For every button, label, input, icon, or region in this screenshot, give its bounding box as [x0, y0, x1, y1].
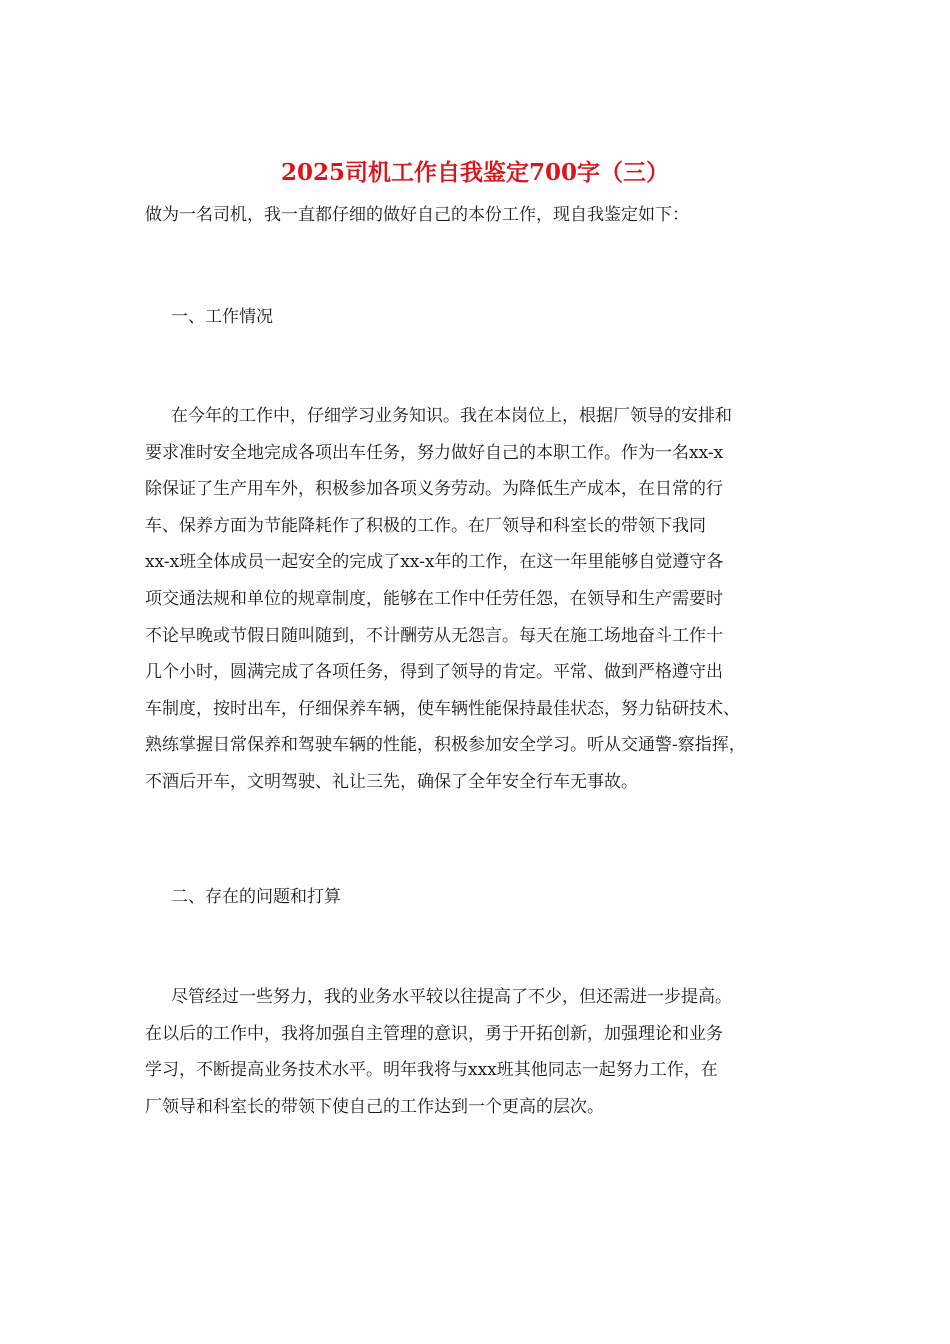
paragraph-line: xx-x班全体成员一起安全的完成了xx-x年的工作，在这一年里能够自觉遵守各 — [145, 552, 724, 573]
section-body-work — [145, 398, 825, 801]
paragraph-line: 项交通法规和单位的规章制度，能够在工作中任劳任怨，在领导和生产需要时 — [145, 588, 723, 609]
section-body-issues — [145, 979, 825, 1125]
section-heading-work: 一、工作情况 — [171, 307, 273, 327]
paragraph-line: 在今年的工作中，仔细学习业务知识。我在本岗位上，根据厂领导的安排和 — [171, 406, 732, 426]
paragraph-line: 厂领导和科室长的带领下使自己的工作达到一个更高的层次。 — [145, 1096, 604, 1117]
paragraph-line: 车制度，按时出车，仔细保养车辆，使车辆性能保持最佳状态，努力钻研技术、 — [145, 698, 740, 719]
paragraph-line: 要求准时安全地完成各项出车任务，努力做好自己的本职工作。作为一名xx-x — [145, 442, 724, 463]
document-title: 2025司机工作自我鉴定700字（三） — [280, 159, 670, 186]
paragraph-line: 尽管经过一些努力，我的业务水平较以往提高了不少，但还需进一步提高。 — [171, 987, 732, 1007]
paragraph-line: 除保证了生产用车外，积极参加各项义务劳动。为降低生产成本，在日常的行 — [145, 479, 723, 500]
paragraph-line: 在以后的工作中，我将加强自主管理的意识，勇于开拓创新，加强理论和业务 — [145, 1023, 723, 1044]
section-heading-issues: 二、存在的问题和打算 — [171, 887, 341, 907]
paragraph-line: 不论早晚或节假日随叫随到，不计酬劳从无怨言。每天在施工场地奋斗工作十 — [145, 625, 723, 646]
paragraph-line: 几个小时，圆满完成了各项任务，得到了领导的肯定。平常、做到严格遵守出 — [145, 662, 723, 683]
paragraph-line: 熟练掌握日常保养和驾驶车辆的性能，积极参加安全学习。听从交通警-察指挥， — [145, 735, 746, 756]
paragraph-line: 不酒后开车，文明驾驶、礼让三先，确保了全年安全行车无事故。 — [145, 771, 638, 792]
intro-paragraph: 做为一名司机，我一直都仔细的做好自己的本份工作，现自我鉴定如下： — [145, 205, 689, 225]
paragraph-line: 车、保养方面为节能降耗作了积极的工作。在厂领导和科室长的带领下我同 — [145, 515, 706, 536]
paragraph-line: 学习，不断提高业务技术水平。明年我将与xxx班其他同志一起努力工作，在 — [145, 1060, 718, 1081]
